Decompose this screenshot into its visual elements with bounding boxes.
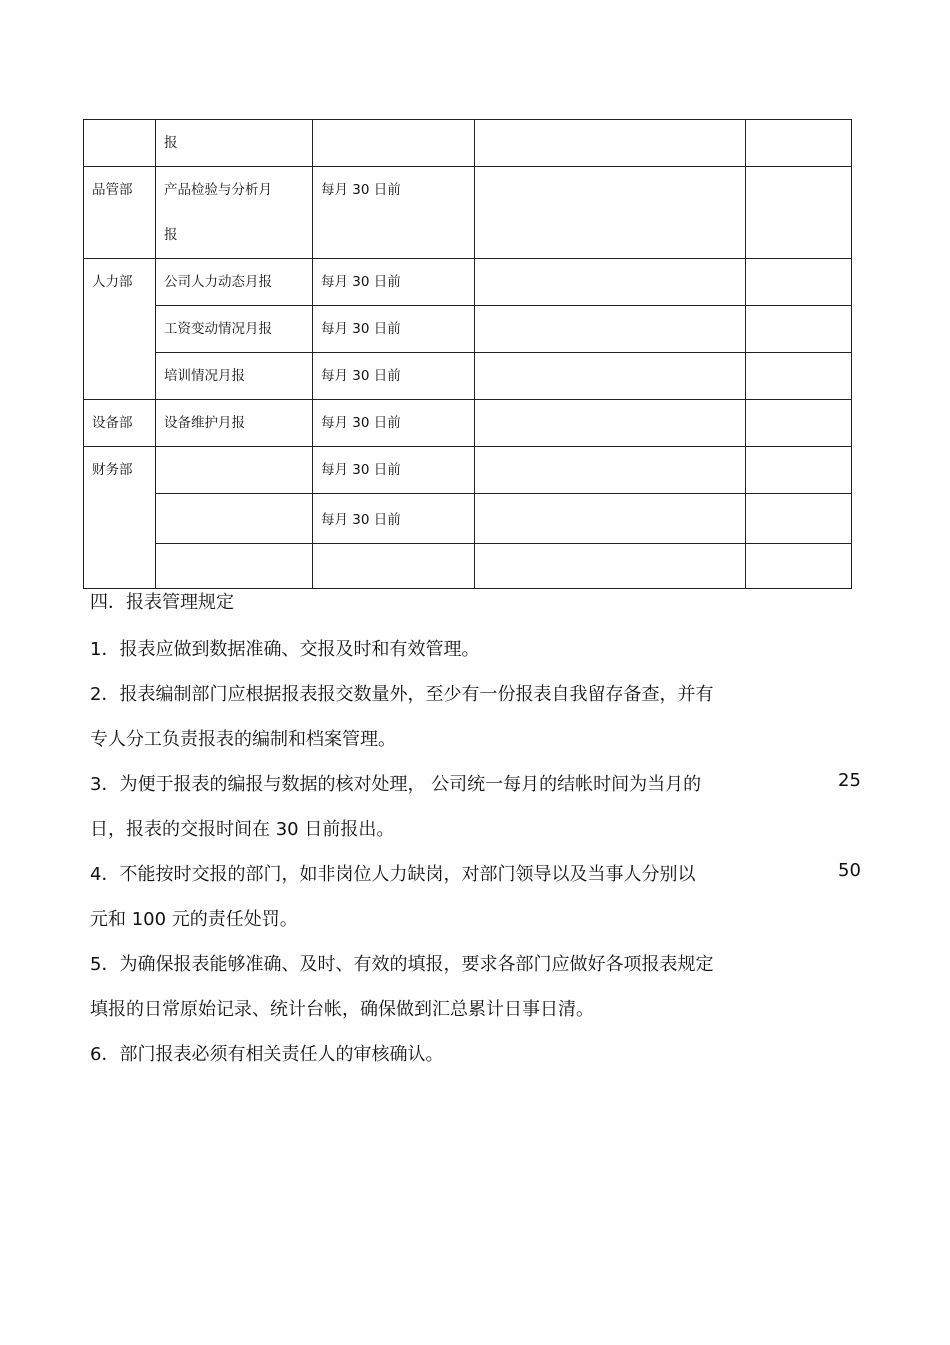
rule-4-line-2: 元和 100 元的责任处罚。 [90, 909, 298, 930]
report-name-cell: 产品检验与分析月 报 [156, 167, 313, 259]
blank-cell [746, 544, 852, 589]
rule-6: 6．部门报表必须有相关责任人的审核确认。 [90, 1044, 444, 1065]
rule-3-line-1: 3．为便于报表的编报与数据的核对处理， 公司统一每月的结帐时间为当月的 [90, 774, 702, 795]
deadline-cell: 每月 30 日前 [313, 400, 475, 447]
blank-cell [475, 353, 746, 400]
report-schedule-table [83, 119, 852, 589]
blank-cell [475, 259, 746, 306]
blank-cell [746, 494, 852, 544]
blank-cell [746, 447, 852, 494]
deadline-cell: 每月 30 日前 [313, 259, 475, 306]
dept-cell: 设备部 [84, 400, 156, 447]
rule-4-number: 50 [838, 860, 861, 881]
rule-5-line-1: 5．为确保报表能够准确、及时、有效的填报，要求各部门应做好各项报表规定 [90, 954, 714, 975]
dept-cell: 财务部 [84, 447, 156, 589]
blank-cell [475, 120, 746, 167]
blank-cell [475, 306, 746, 353]
report-name-cell [156, 447, 313, 494]
blank-cell [475, 494, 746, 544]
rule-2-line-1: 2．报表编制部门应根据报表报交数量外，至少有一份报表自我留存备查，并有 [90, 684, 714, 705]
deadline-cell: 每月 30 日前 [313, 306, 475, 353]
dept-cell: 品管部 [84, 167, 156, 259]
rule-3-line-2: 日，报表的交报时间在 30 日前报出。 [90, 819, 395, 840]
blank-cell [475, 447, 746, 494]
rule-3-number: 25 [838, 770, 861, 791]
blank-cell [746, 259, 852, 306]
deadline-cell: 每月 30 日前 [313, 167, 475, 259]
rule-5-line-2: 填报的日常原始记录、统计台帐，确保做到汇总累计日事日清。 [90, 999, 594, 1020]
deadline-cell: 每月 30 日前 [313, 447, 475, 494]
report-name-cell [156, 494, 313, 544]
blank-cell [746, 120, 852, 167]
deadline-cell [313, 544, 475, 589]
deadline-cell: 每月 30 日前 [313, 494, 475, 544]
blank-cell [746, 167, 852, 259]
table-row [84, 494, 852, 544]
dept-cell: 人力部 [84, 259, 156, 400]
blank-cell [746, 353, 852, 400]
blank-cell [746, 306, 852, 353]
report-name-cell: 工资变动情况月报 [156, 306, 313, 353]
blank-cell [475, 167, 746, 259]
rule-2-line-2: 专人分工负责报表的编制和档案管理。 [90, 729, 396, 750]
report-name-cell [156, 544, 313, 589]
rule-1: 1．报表应做到数据准确、交报及时和有效管理。 [90, 639, 480, 660]
deadline-cell: 每月 30 日前 [313, 353, 475, 400]
blank-cell [475, 400, 746, 447]
report-name-cell: 报 [156, 120, 313, 167]
section-heading: 四．报表管理规定 [90, 592, 234, 613]
table-row [84, 544, 852, 589]
report-name-cell: 公司人力动态月报 [156, 259, 313, 306]
blank-cell [746, 400, 852, 447]
report-name-cell: 培训情况月报 [156, 353, 313, 400]
rule-4-line-1: 4．不能按时交报的部门，如非岗位人力缺岗，对部门领导以及当事人分别以 [90, 864, 696, 885]
blank-cell [475, 544, 746, 589]
report-name-cell: 设备维护月报 [156, 400, 313, 447]
